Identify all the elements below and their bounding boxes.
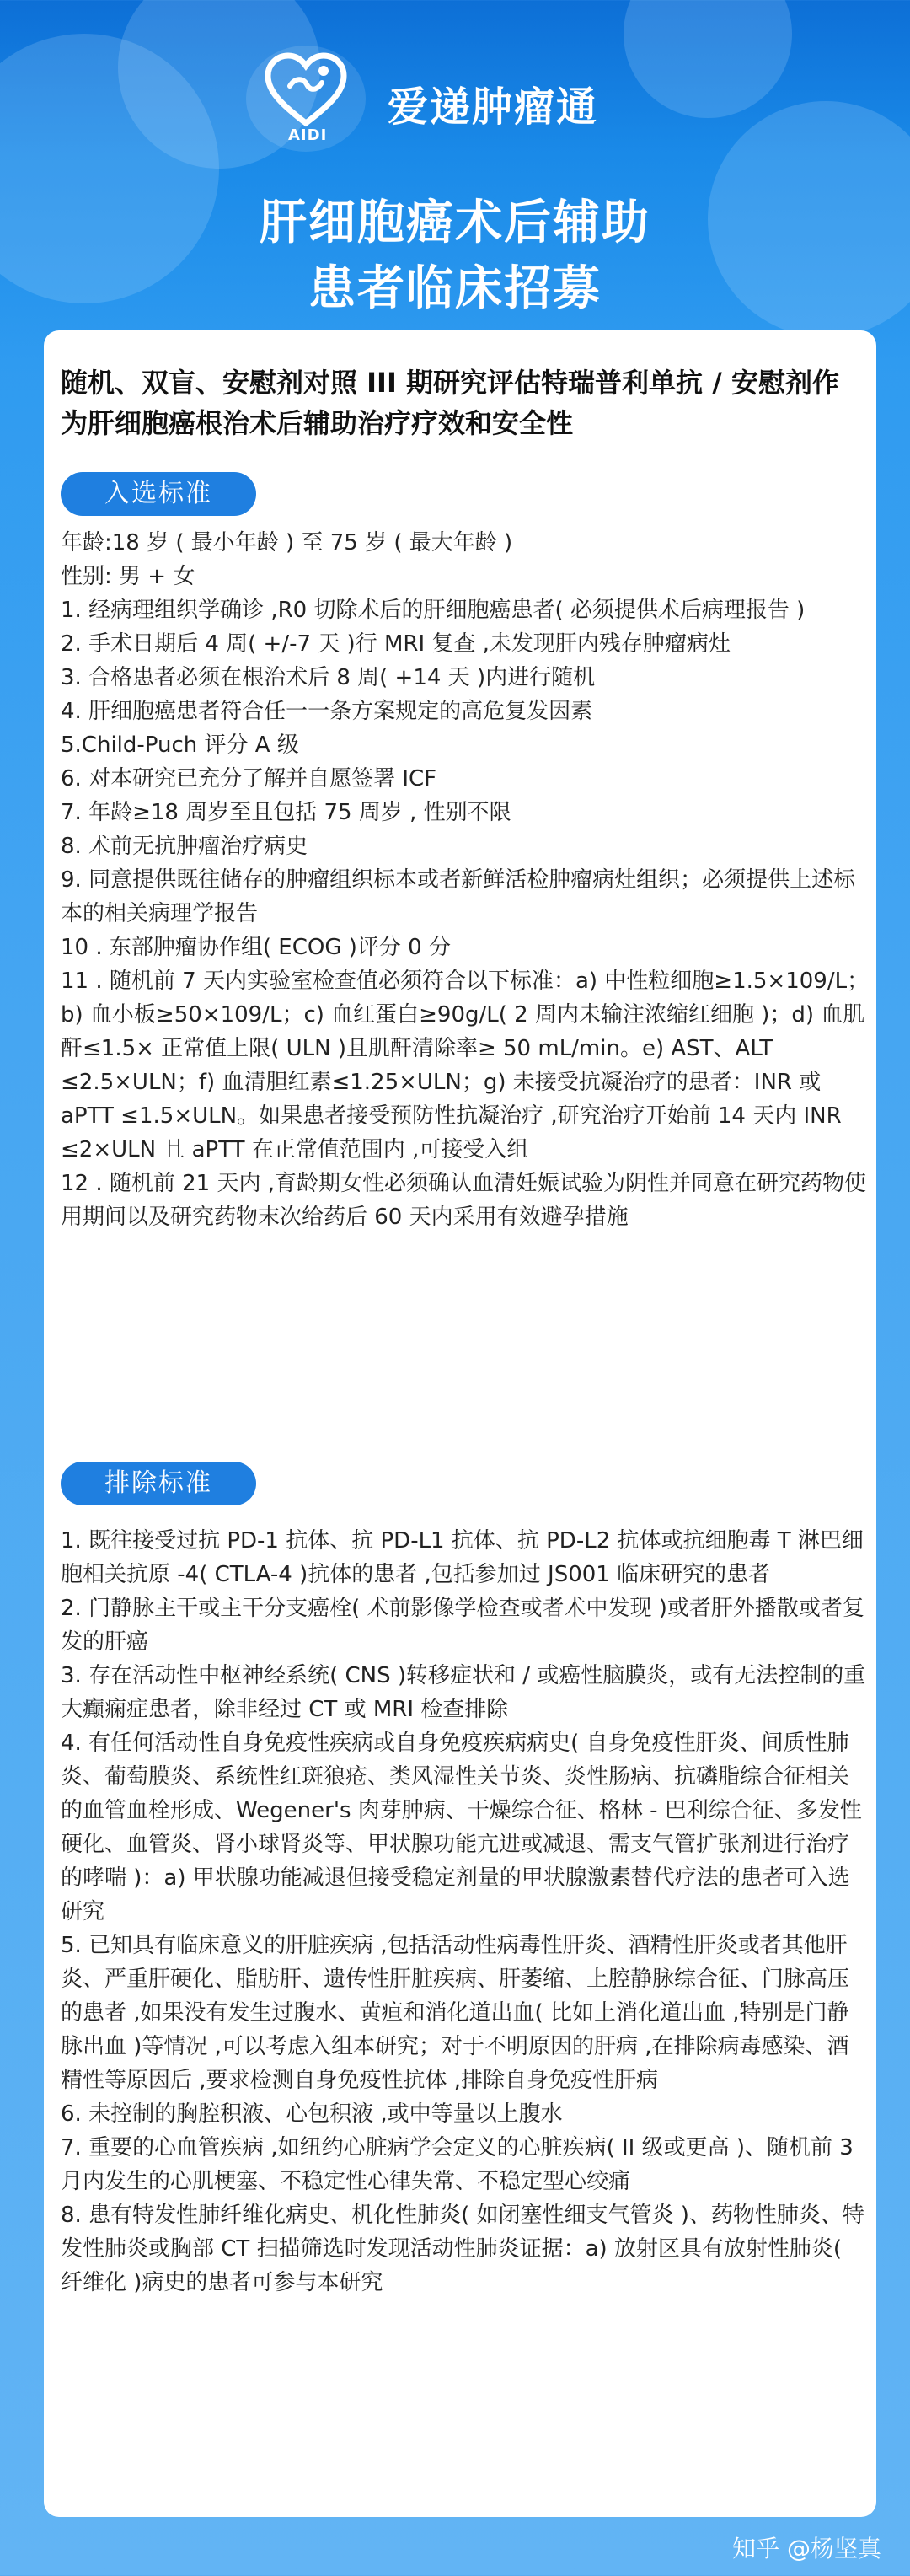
page-header: [0, 0, 910, 330]
exclusion-criteria-list: [61, 1524, 870, 2300]
list-item: 8. 患有特发性肺纤维化病史、机化性肺炎( 如闭塞性细支气管炎 )、药物性肺炎、特发性肺炎或胸部 CT 扫描筛选时发现活动性肺炎证据：a) 放射区具有放射性肺炎( 纤维化 )病史的患者可参与本研究: [61, 2203, 864, 2295]
study-title: 随机、双盲、安慰剂对照 III 期研究评估特瑞普利单抗 / 安慰剂作为肝细胞癌根治术后辅助治疗疗效和安全性: [61, 367, 839, 439]
list-item: 9. 同意提供既往储存的肿瘤组织标本或者新鲜活检肿瘤病灶组织；必须提供上述标本的相关病理学报告: [61, 867, 856, 926]
inclusion-section-label: 入选标准: [61, 472, 256, 516]
list-item: 性别: 男 + 女: [61, 564, 195, 589]
exclusion-section-label: 排除标准: [61, 1462, 256, 1505]
list-item: 3. 合格患者必须在根治术后 8 周( +14 天 )内进行随机: [61, 665, 596, 690]
inclusion-criteria-list: [61, 526, 870, 1234]
brand-logo: [246, 46, 684, 152]
list-item: 2. 手术日期后 4 周( +/-7 天 )行 MRI 复查 ,未发现肝内残存肿瘤病灶: [61, 631, 731, 657]
list-item: 5. 已知具有临床意义的肝脏疾病 ,包括活动性病毒性肝炎、酒精性肝炎或者其他肝炎、严重肝硬化、脂肪肝、遗传性肝脏疾病、肝萎缩、上腔静脉综合征、门脉高压的患者 ,如果没有发生过腹水、黄疸和消化道出血( 比如上消化道出血 ,特别是门静脉出血 )等情况 ,可以考虑入组本研究；对于不明原因的肝病 ,在排除病毒感染、酒精性等原因后 ,要求检测自身免疫性抗体 ,排除自身免疫性肝病: [61, 1933, 850, 2093]
list-item: 年龄:18 岁 ( 最小年龄 ) 至 75 岁 ( 最大年龄 ): [61, 530, 513, 555]
list-item: 1. 经病理组织学确诊 ,R0 切除术后的肝细胞癌患者( 必须提供术后病理报告 ): [61, 598, 806, 623]
recruitment-card: [44, 330, 876, 2517]
watermark: 知乎 @杨坚真: [732, 2535, 881, 2563]
list-item: 4. 有任何活动性自身免疫性疾病或自身免疫疾病病史( 自身免疫性肝炎、间质性肺炎、葡萄膜炎、系统性红斑狼疮、类风湿性关节炎、炎性肠病、抗磷脂综合征相关的血管血栓形成、Wegener's 肉芽肿病、干燥综合征、格林 - 巴利综合征、多发性硬化、血管炎、肾小球肾炎等、甲状腺功能亢进或减退、需支气管扩张剂进行治疗的哮喘 )：a) 甲状腺功能减退但接受稳定剂量的甲状腺激素替代疗法的患者可入选研究: [61, 1731, 862, 1924]
list-item: 2. 门静脉主干或主干分支癌栓( 术前影像学检查或者术中发现 )或者肝外播散或者复发的肝癌: [61, 1596, 864, 1655]
list-item: 7. 年龄≥18 周岁至且包括 75 周岁 , 性别不限: [61, 800, 511, 825]
list-item: 5.Child-Puch 评分 A 级: [61, 733, 299, 758]
list-item: 12 . 随机前 21 天内 ,育龄期女性必须确认血清妊娠试验为阴性并同意在研究药物使用期间以及研究药物末次给药后 60 天内采用有效避孕措施: [61, 1171, 867, 1230]
list-item: 6. 未控制的胸腔积液、心包积液 ,或中等量以上腹水: [61, 2101, 563, 2127]
list-item: 4. 肝细胞癌患者符合任一一条方案规定的高危复发因素: [61, 699, 593, 724]
list-item: 3. 存在活动性中枢神经系统( CNS )转移症状和 / 或癌性脑膜炎，或有无法控制的重大癫痫症患者，除非经过 CT 或 MRI 检查排除: [61, 1663, 866, 1722]
brand-sub: AIDI: [288, 126, 328, 144]
list-item: 1. 既往接受过抗 PD-1 抗体、抗 PD-L1 抗体、抗 PD-L2 抗体或抗细胞毒 T 淋巴细胞相关抗原 -4( CTLA-4 )抗体的患者 ,包括参加过 JS001 临床研究的患者: [61, 1528, 864, 1587]
page-title-line2: 患者临床招募: [308, 261, 602, 316]
brand-name: 爱递肿瘤通: [388, 83, 599, 131]
list-item: 8. 术前无抗肿瘤治疗病史: [61, 834, 308, 859]
page-title-line1: 肝细胞癌术后辅助: [260, 196, 650, 250]
list-item: 7. 重要的心血管疾病 ,如纽约心脏病学会定义的心脏疾病( II 级或更高 )、随机前 3 月内发生的心肌梗塞、不稳定性心律失常、不稳定型心绞痛: [61, 2135, 854, 2194]
list-item: 11 . 随机前 7 天内实验室检查值必须符合以下标准：a) 中性粒细胞≥1.5×109/L；b) 血小板≥50×109/L；c) 血红蛋白≥90g/L( 2 周内未输注浓缩红细胞 )；d) 血肌酐≤1.5× 正常值上限( ULN )且肌酐清除率≥ 50 mL/min。e) AST、ALT ≤2.5×ULN；f) 血清胆红素≤1.25×ULN；g) 未接受抗凝治疗的患者：INR 或 aPTT ≤1.5×ULN。如果患者接受预防性抗凝治疗 ,研究治疗开始前 14 天内 INR ≤2×ULN 且 aPTT 在正常值范围内 ,可接受入组: [61, 969, 870, 1162]
list-item: 6. 对本研究已充分了解并自愿签署 ICF: [61, 766, 437, 792]
heart-logo-icon: [246, 46, 366, 152]
list-item: 10 . 东部肿瘤协作组( ECOG )评分 0 分: [61, 935, 451, 960]
